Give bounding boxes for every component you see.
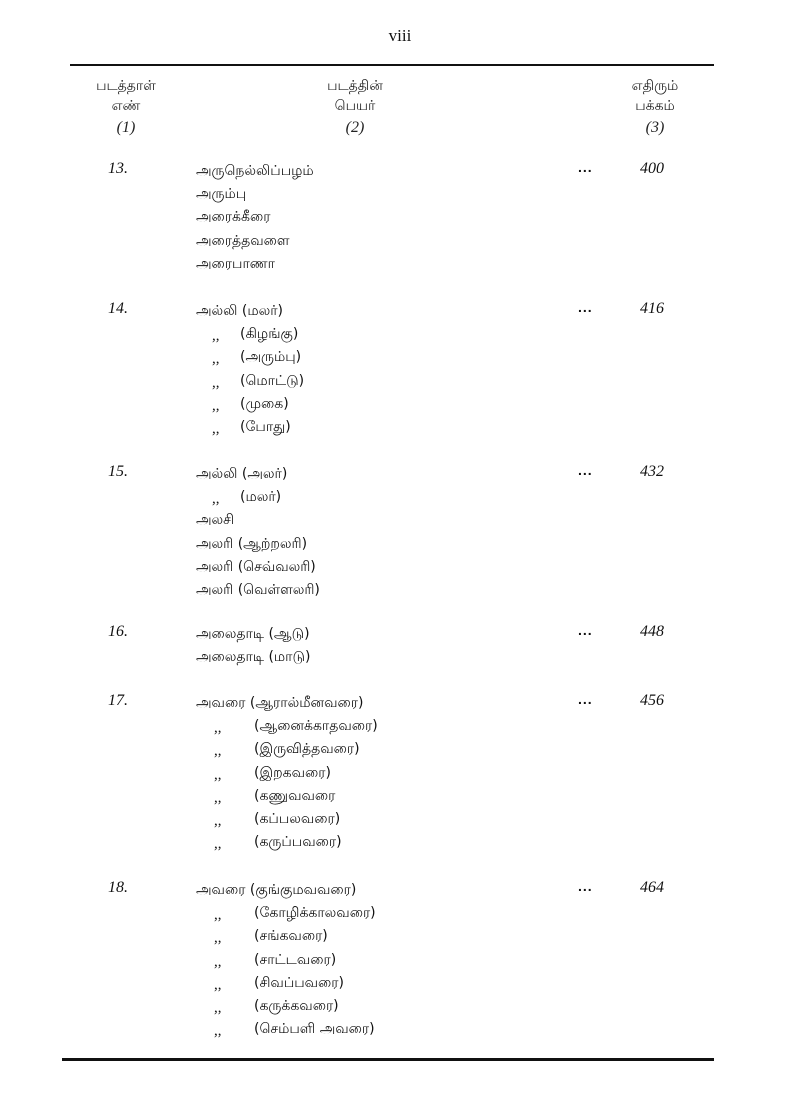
plate-name-item <box>196 995 356 1018</box>
plate-name-item <box>196 416 291 439</box>
plate-name-text: (இருவித்தவரை) <box>254 741 360 758</box>
plate-name-item <box>196 715 378 738</box>
plate-name-text: (செம்பளி அவரை) <box>254 1021 375 1038</box>
column-number: (2) <box>345 119 365 136</box>
plate-name-text: (கோழிக்காலவரை) <box>254 905 376 922</box>
facing-page-number: 448 <box>640 623 664 640</box>
plate-name-text: (சாட்டவரை) <box>254 951 337 968</box>
column-header-plate-name <box>270 76 440 138</box>
plate-name-item <box>196 346 302 369</box>
plate-name-text: (அரும்பு) <box>240 349 302 366</box>
plate-name-text: (போது) <box>240 418 291 435</box>
facing-page-number: 416 <box>640 300 664 317</box>
facing-page-number: 464 <box>640 879 664 896</box>
ditto-mark: ,, <box>214 720 222 737</box>
plate-name-text: (கிழங்கு) <box>240 326 299 343</box>
ditto-mark: ,, <box>212 374 220 391</box>
plate-name-text: அரைபாணா <box>196 255 275 272</box>
plate-name-item <box>196 183 314 206</box>
column-header-plate-number <box>70 76 182 138</box>
plate-name-text: அவரை (ஆரால்மீனவரை) <box>196 695 364 711</box>
facing-page-number: 400 <box>640 160 664 177</box>
ditto-mark: ,, <box>214 953 222 970</box>
plate-name-text: அலசி <box>196 512 235 529</box>
ditto-mark: ,, <box>214 743 222 760</box>
ditto-mark: ,, <box>214 999 222 1016</box>
plate-name-text: (இறகவரை) <box>254 764 331 781</box>
ditto-mark: ,, <box>214 766 222 783</box>
plate-name-item <box>196 646 310 669</box>
column-header-line: பக்கம் <box>635 98 675 114</box>
plate-name-text: (கருப்பவரை) <box>254 834 342 851</box>
plate-names <box>196 300 305 439</box>
ditto-mark: ,, <box>212 491 220 508</box>
plate-name-text: (கருக்கவரை) <box>254 997 339 1014</box>
ditto-mark: ,, <box>214 789 222 806</box>
footer-rule <box>62 1058 714 1061</box>
leader-dots: ... <box>578 462 593 478</box>
plate-name-text: (ஆனைக்காதவரை) <box>254 718 378 735</box>
column-number: (1) <box>116 119 136 136</box>
plate-name-text: (முகை) <box>240 395 289 412</box>
plate-name-item <box>196 323 299 346</box>
plate-name-item <box>196 230 314 253</box>
plate-name-item <box>196 509 320 532</box>
plate-name-text: அல்லி (மலர்) <box>196 303 284 319</box>
column-header-line: எண் <box>111 98 141 114</box>
column-header-line: எதிரும் <box>631 78 679 94</box>
plate-name-item <box>196 785 363 808</box>
plate-name-text: அலைதாடி (ஆடு) <box>196 626 310 642</box>
plate-name-item <box>196 692 363 715</box>
column-number: (3) <box>645 119 665 136</box>
plate-name-text: அரைத்தவளை <box>196 232 290 249</box>
plate-name-text: (கப்பலவரை) <box>254 810 341 827</box>
plate-name-item <box>196 206 314 229</box>
plate-names <box>196 879 376 1041</box>
ditto-mark: ,, <box>212 351 220 368</box>
plate-name-text: அருநெல்லிப்பழம் <box>196 163 314 179</box>
column-header-line: படத்தாள் <box>96 78 156 94</box>
column-header-line: பெயர் <box>334 98 376 114</box>
plate-names <box>196 463 320 602</box>
plate-name-item <box>196 902 376 925</box>
ditto-mark: ,, <box>212 420 220 437</box>
plate-name-text: அவரை (குங்குமவவரை) <box>196 882 357 898</box>
plate-name-item <box>196 738 363 761</box>
leader-dots: ... <box>578 622 593 638</box>
plate-name-item <box>196 533 320 556</box>
plate-name-item <box>196 486 320 509</box>
facing-page-number: 456 <box>640 692 664 709</box>
plate-name-text: அரைக்கீரை <box>196 209 271 226</box>
plate-name-item <box>196 300 283 323</box>
plate-name-text: அலரி (செவ்வலரி) <box>196 558 316 575</box>
leader-dots: ... <box>578 299 593 315</box>
ditto-mark: ,, <box>214 812 222 829</box>
plate-name-item <box>196 1018 375 1041</box>
plate-name-item <box>196 879 356 902</box>
ditto-mark: ,, <box>212 397 220 414</box>
plate-name-item <box>196 463 320 486</box>
plate-name-text: அல்லி (அலர்) <box>196 466 288 482</box>
plate-name-text: (சிவப்பவரை) <box>254 974 345 991</box>
plate-names <box>196 623 310 669</box>
plate-name-text: அலரி (வெள்ளலரி) <box>196 581 320 598</box>
plate-number: 14. <box>108 300 128 317</box>
column-header-facing-page <box>600 76 710 138</box>
plate-name-text: (மலர்) <box>240 489 282 506</box>
plate-names <box>196 692 378 854</box>
plate-names <box>196 160 314 276</box>
plate-name-text: (மொட்டு) <box>240 372 305 389</box>
plate-name-item <box>196 949 356 972</box>
ditto-mark: ,, <box>214 976 222 993</box>
plate-name-text: (கணுவவரை <box>254 787 336 804</box>
page-number: viii <box>388 26 412 45</box>
plate-name-item <box>196 370 305 393</box>
leader-dots: ... <box>578 159 593 175</box>
plate-name-item <box>196 556 320 579</box>
plate-name-item <box>196 762 363 785</box>
plate-name-item <box>196 831 363 854</box>
ditto-mark: ,, <box>214 930 222 947</box>
plate-number: 16. <box>108 623 128 640</box>
plate-name-item <box>196 925 356 948</box>
plate-number: 15. <box>108 463 128 480</box>
plate-number: 18. <box>108 879 128 896</box>
facing-page-number: 432 <box>640 463 664 480</box>
column-header-line: படத்தின் <box>327 78 383 94</box>
header-rule <box>70 64 714 66</box>
plate-name-item <box>196 808 363 831</box>
ditto-mark: ,, <box>212 328 220 345</box>
plate-name-text: அலரி (ஆற்றலரி) <box>196 535 308 552</box>
plate-name-item <box>196 972 356 995</box>
plate-name-item <box>196 579 320 602</box>
plate-name-item <box>196 160 314 183</box>
plate-name-item <box>196 623 310 646</box>
leader-dots: ... <box>578 691 593 707</box>
plate-name-text: அரும்பு <box>196 186 247 203</box>
plate-name-item <box>196 253 314 276</box>
plate-number: 13. <box>108 160 128 177</box>
ditto-mark: ,, <box>214 836 222 853</box>
leader-dots: ... <box>578 878 593 894</box>
plate-name-text: அலைதாடி (மாடு) <box>196 649 311 666</box>
plate-name-item <box>196 393 289 416</box>
ditto-mark: ,, <box>214 1023 222 1040</box>
ditto-mark: ,, <box>214 907 222 924</box>
plate-name-text: (சங்கவரை) <box>254 928 328 945</box>
plate-number: 17. <box>108 692 128 709</box>
